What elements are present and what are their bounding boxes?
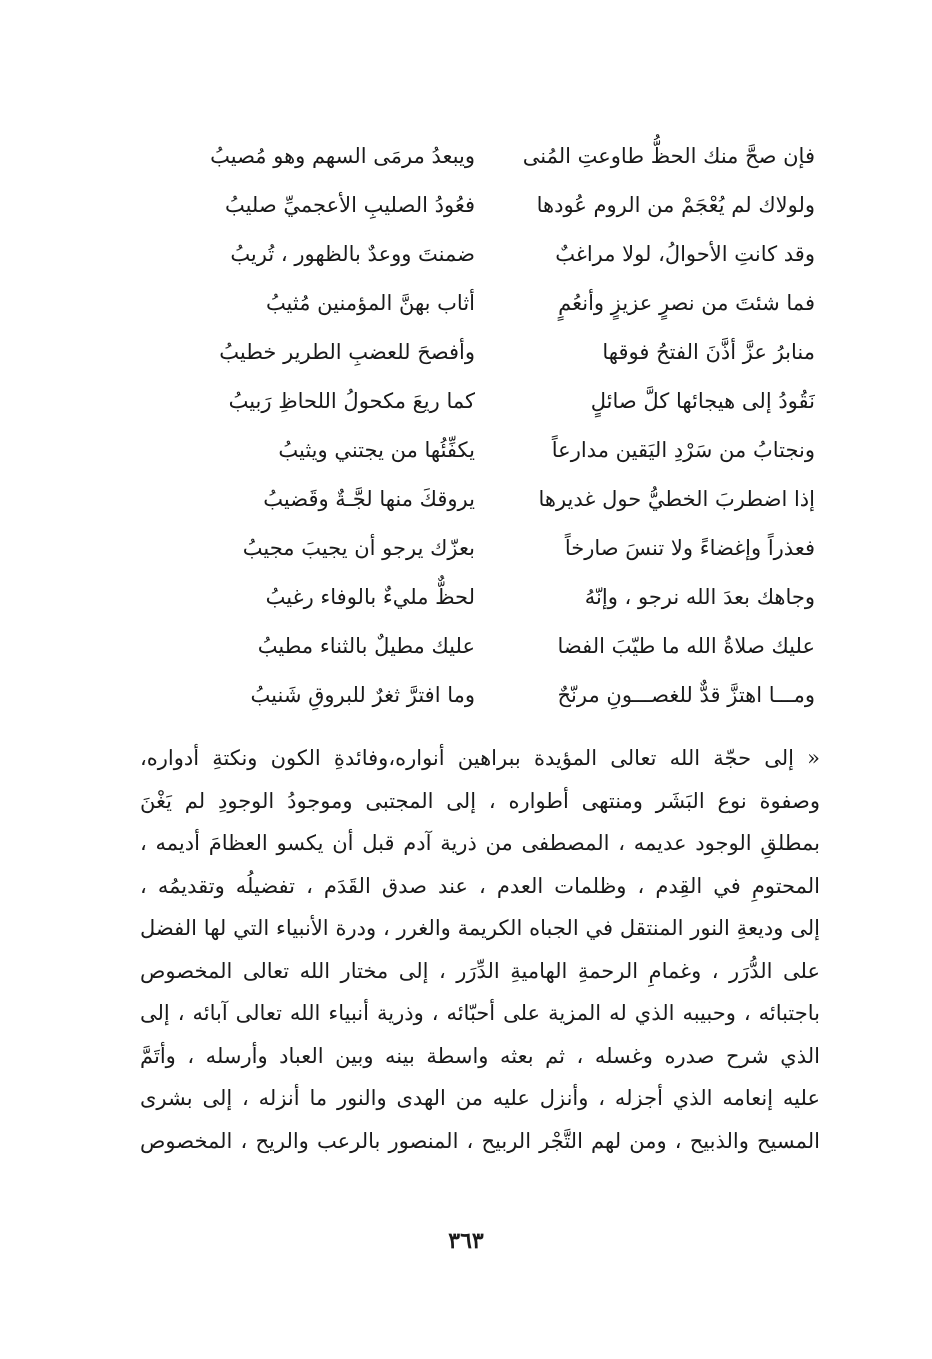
verse-first-hemistich: ونجتابُ من سَرْدِ اليَقين مدارعاً xyxy=(551,438,815,462)
prose-line: بمطلقِ الوجود عديمه ، المصطفى من ذرية آدم قبل أن يكسو العظامَ أديمه ، xyxy=(140,831,820,855)
verse-row xyxy=(150,475,815,524)
verse-row xyxy=(150,524,815,573)
verse-second-hemistich: عليك مطيلٌ بالثناء مطيبُ xyxy=(257,634,475,658)
poem-verses xyxy=(150,132,815,720)
prose-line: الذي شرح صدره وغسله ، ثم بعثه واسطة بينه وبين العباد وأرسله ، وأتَمَّ xyxy=(140,1043,820,1068)
verse-second-hemistich: فعُودُ الصليبِ الأعجميِّ صليبُ xyxy=(224,193,475,217)
verse-second-hemistich: وأفصحَ للعضبِ الطرير خطيبُ xyxy=(219,340,475,364)
verse-row xyxy=(150,426,815,475)
verse-row xyxy=(150,132,815,181)
prose-line: على الدُّرَر ، وغمامِ الرحمةِ الهاميةِ الدِّرَر ، إلى مختار الله تعالى المخصوص xyxy=(140,958,820,983)
prose-line: المحتومِ في القِدم ، وظلمات العدم ، عند صدق القَدَم ، تفضيلُه وتقديمُه ، xyxy=(140,873,820,898)
page-number: ٣٦٣ xyxy=(448,1228,484,1254)
verse-second-hemistich: وما افترَّ ثغرٌ للبروقِ شَنيبُ xyxy=(250,683,475,707)
verse-second-hemistich: يروقكَ منها لجَّـةٌ وقَضيبُ xyxy=(263,487,475,511)
verse-first-hemistich: ومـــا اهتزَّ قدٌّ للغصـــونِ مرنّحٌ xyxy=(557,683,815,707)
verse-first-hemistich: وقد كانتِ الأحوالُ، لولا مراغبٌ xyxy=(555,242,815,266)
prose-paragraph xyxy=(140,737,820,1162)
verse-second-hemistich: يكفِّئُها من يجتني ويثيبُ xyxy=(278,438,475,462)
verse-first-hemistich: منابرُ عزَّ أذَّنَ الفتحُ فوقها xyxy=(602,340,815,364)
prose-line: المسيح والذبيح ، ومن لهم التَّجْر الربيح ، المنصور بالرعب والريح ، المخصوص xyxy=(140,1128,820,1153)
verse-first-hemistich: وجاهك بعدَ الله نرجو ، وإنّهُ xyxy=(584,585,815,609)
verse-first-hemistich: فما شئتَ من نصرٍ عزيزٍ وأنعُمٍ xyxy=(558,291,815,315)
verse-second-hemistich: أثاب بهنَّ المؤمنين مُثيبُ xyxy=(265,291,475,315)
verse-second-hemistich: ويبعدُ مرمَى السهم وهو مُصيبُ xyxy=(210,144,475,168)
verse-row xyxy=(150,181,815,230)
prose-line: باجتبائه ، وحبيبه الذي له المزية على أحبّائه ، وذرية أنبياء الله تعالى آبائه ، إلى xyxy=(140,1001,820,1025)
prose-line: عليه إنعامه الذي أجزله ، وأنزل عليه من الهدى والنور ما أنزله ، إلى بشرى xyxy=(140,1086,820,1110)
verse-first-hemistich: عليك صلاةُ الله ما طيّبَ الفضا xyxy=(557,634,815,658)
verse-second-hemistich: لحظٌّ مليءٌ بالوفاء رغيبُ xyxy=(265,585,475,609)
verse-first-hemistich: فإن صحَّ منك الحظُّ طاوعتِ المُنى xyxy=(522,144,815,168)
prose-line: إلى وديعةِ النور المنتقل في الجباه الكريمة والغرر ، ودرة الأنبياء التي لها الفضل xyxy=(140,916,820,940)
verse-row xyxy=(150,230,815,279)
verse-row xyxy=(150,328,815,377)
verse-row xyxy=(150,622,815,671)
verse-second-hemistich: كما ريعَ مكحولُ اللحاظِ رَبيبُ xyxy=(228,389,475,413)
verse-row xyxy=(150,377,815,426)
prose-line: وصفوة نوع البَشَر ومنتهى أطواره ، إلى المجتبى وموجودُ الوجودِ لم يَغْنَ xyxy=(140,788,820,813)
verse-row xyxy=(150,573,815,622)
verse-first-hemistich: نَقُودُ إلى هيجائها كلَّ صائلٍ xyxy=(590,389,815,413)
verse-first-hemistich: إذا اضطربَ الخطيُّ حول غديرها xyxy=(538,487,815,511)
verse-second-hemistich: بعزّك يرجو أن يجيبَ مجيبُ xyxy=(242,536,475,560)
verse-first-hemistich: فعذراً وإغضاءً ولا تنسَ صارخاً xyxy=(564,536,815,560)
verse-row xyxy=(150,671,815,720)
verse-second-hemistich: ضمنتَ ووعدٌ بالظهور ، تُريبُ xyxy=(230,242,475,266)
prose-line: « إلى حجّة الله تعالى المؤيدة ببراهين أنواره،وفائدةِ الكون ونكتةِ أدواره، xyxy=(140,746,820,770)
verse-first-hemistich: ولولاك لم يُعْجَمْ من الروم عُودها xyxy=(536,193,815,217)
verse-row xyxy=(150,279,815,328)
